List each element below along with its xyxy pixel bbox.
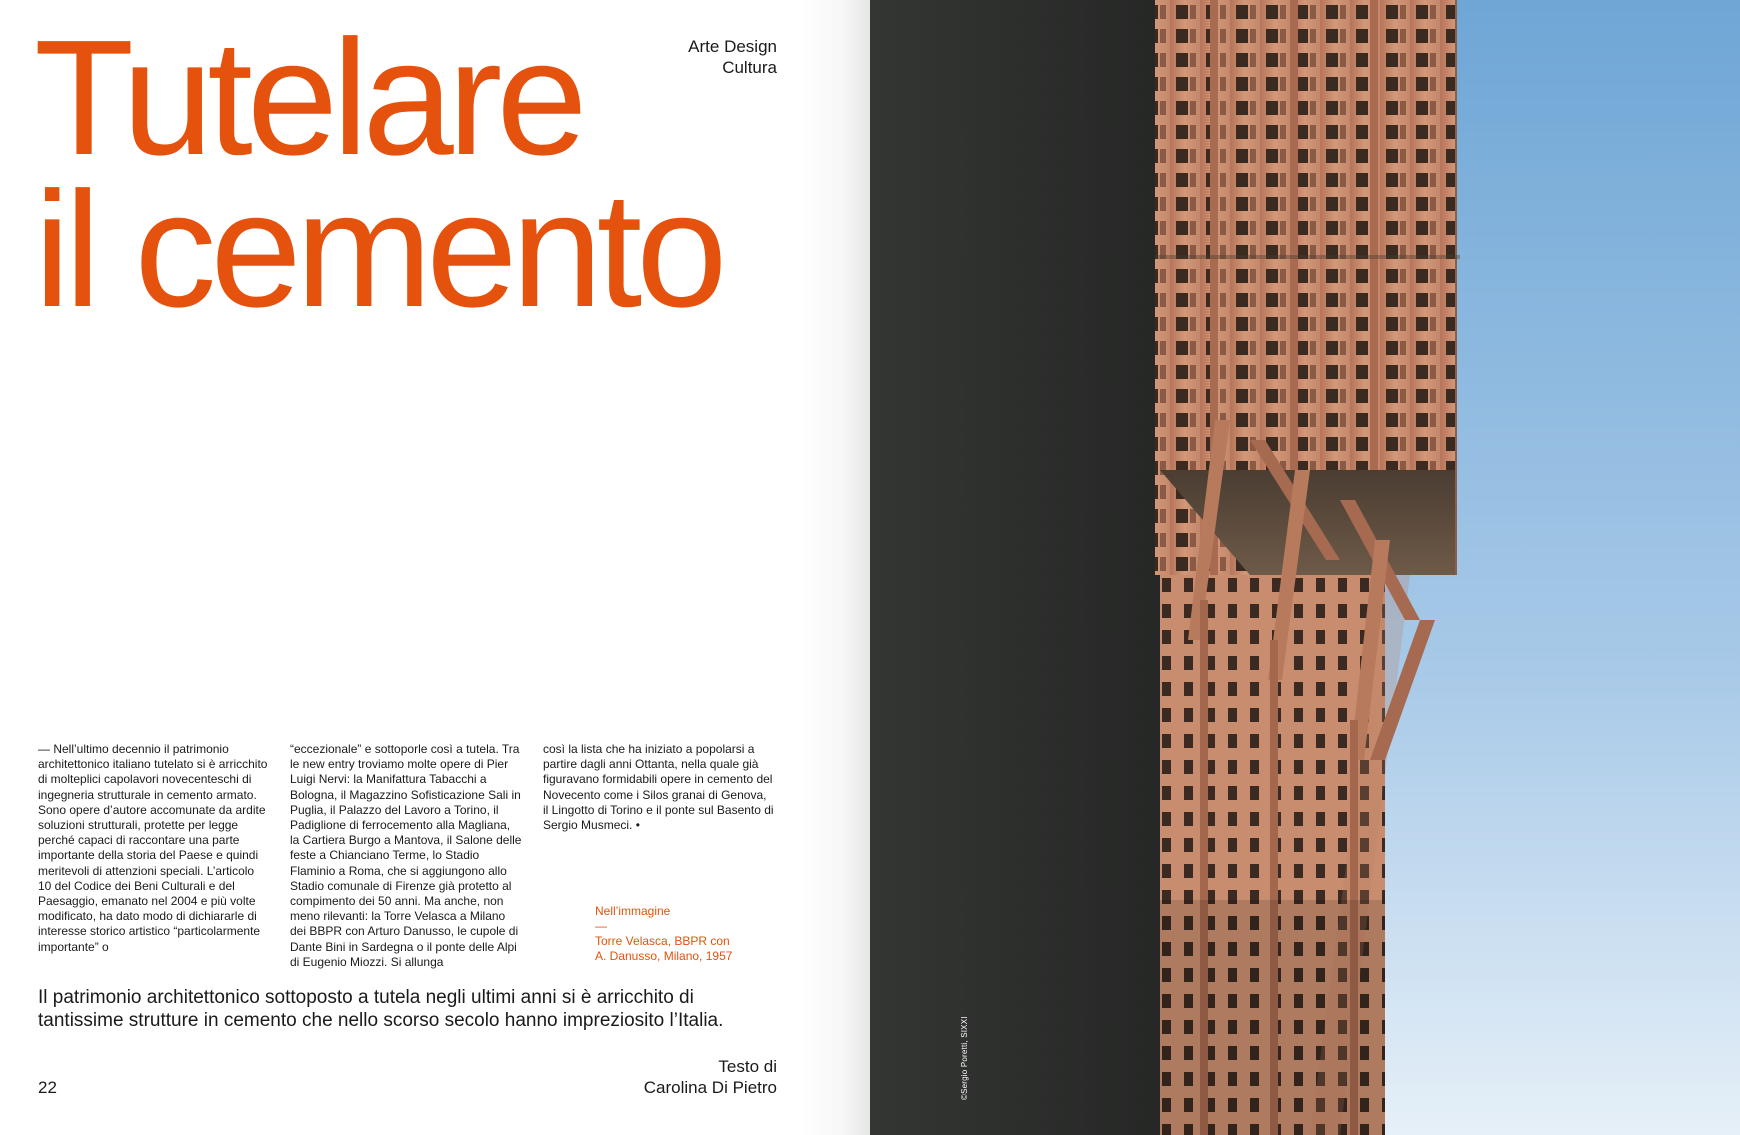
section-tags bbox=[688, 36, 777, 78]
gutter-shadow bbox=[800, 0, 870, 1135]
article-title bbox=[34, 6, 754, 341]
author-name: Carolina Di Pietro bbox=[643, 1078, 777, 1097]
title-line-2: il cemento bbox=[34, 158, 722, 341]
caption-dash: — bbox=[595, 919, 607, 933]
title-line-1: Tutelare bbox=[34, 6, 582, 189]
section-tag-arte-design: Arte Design bbox=[688, 37, 777, 56]
standfirst: Il patrimonio architettonico sottoposto a tutela negli ultimi anni si è arricchito di tantissime strutture in cemento che nello scorso secolo hanno impreziosito l’Italia. bbox=[38, 987, 724, 1031]
page-number: 22 bbox=[38, 1078, 57, 1097]
author-prefix: Testo di bbox=[718, 1057, 777, 1076]
body-column-3 bbox=[543, 742, 775, 833]
caption-line-1: Torre Velasca, BBPR con bbox=[595, 934, 730, 948]
right-page bbox=[870, 0, 1740, 1135]
caption-line-2: A. Danusso, Milano, 1957 bbox=[595, 949, 733, 963]
caption-label: Nell’immagine bbox=[595, 904, 671, 918]
image-caption bbox=[595, 904, 732, 964]
body-column-1 bbox=[38, 742, 270, 955]
body-text-2: “eccezionale” e sottoporle così a tutela. Tra le new entry troviamo molte opere di Pier Luigi Nervi: la Manifattura Tabacchi a Bologna, il Magazzino Sofisticazione Sali in Puglia, il Palazzo del Lavoro a Torino, il Padiglione di ferrocemento alla Magliana, la Cartiera Burgo a Mantova, il Salone delle feste a Chianciano Terme, lo Stadio Flaminio a Roma, che si aggiungono allo Stadio comunale di Firenze già protetto al compimento dei 50 anni. Ma anche, non meno rilevanti: la Torre Velasca a Milano dei BBPR con Arturo Danusso, le cupole di Dante Bini in Sardegna o il ponte delle Alpi di Eugenio Miozzi. Si allunga bbox=[290, 742, 522, 969]
body-column-2 bbox=[290, 742, 522, 970]
torre-velasca-photo bbox=[870, 0, 1740, 1135]
body-text-1: — Nell’ultimo decennio il patrimonio architettonico italiano tutelato si è arricchito di molteplici capolavori novecenteschi di ingegneria strutturale in cemento armato. Sono opere d’autore accomunate da ardite soluzioni strutturali, protette per legge perché capaci di raccontare una parte importante della storia del Paese e quindi meritevoli di attenzioni speciali. L’articolo 10 del Codice dei Beni Culturali e del Paesaggio, emanato nel 2004 e più volte modificato, ha dato modo di dichiararle di interesse storico artistico “particolarmente importante” o bbox=[38, 742, 268, 954]
body-text-3: così la lista che ha iniziato a popolarsi a partire dagli anni Ottanta, nella quale già figuravano formidabili opere in cemento del Novecento come i Silos granai di Genova, il Lingotto di Torino e il ponte sul Basento di Sergio Musmeci. • bbox=[543, 742, 774, 833]
photo-credit: ©Sergio Poretti, SIXXI bbox=[960, 1016, 969, 1100]
section-tag-cultura: Cultura bbox=[722, 58, 777, 77]
author-credit bbox=[644, 1056, 777, 1098]
